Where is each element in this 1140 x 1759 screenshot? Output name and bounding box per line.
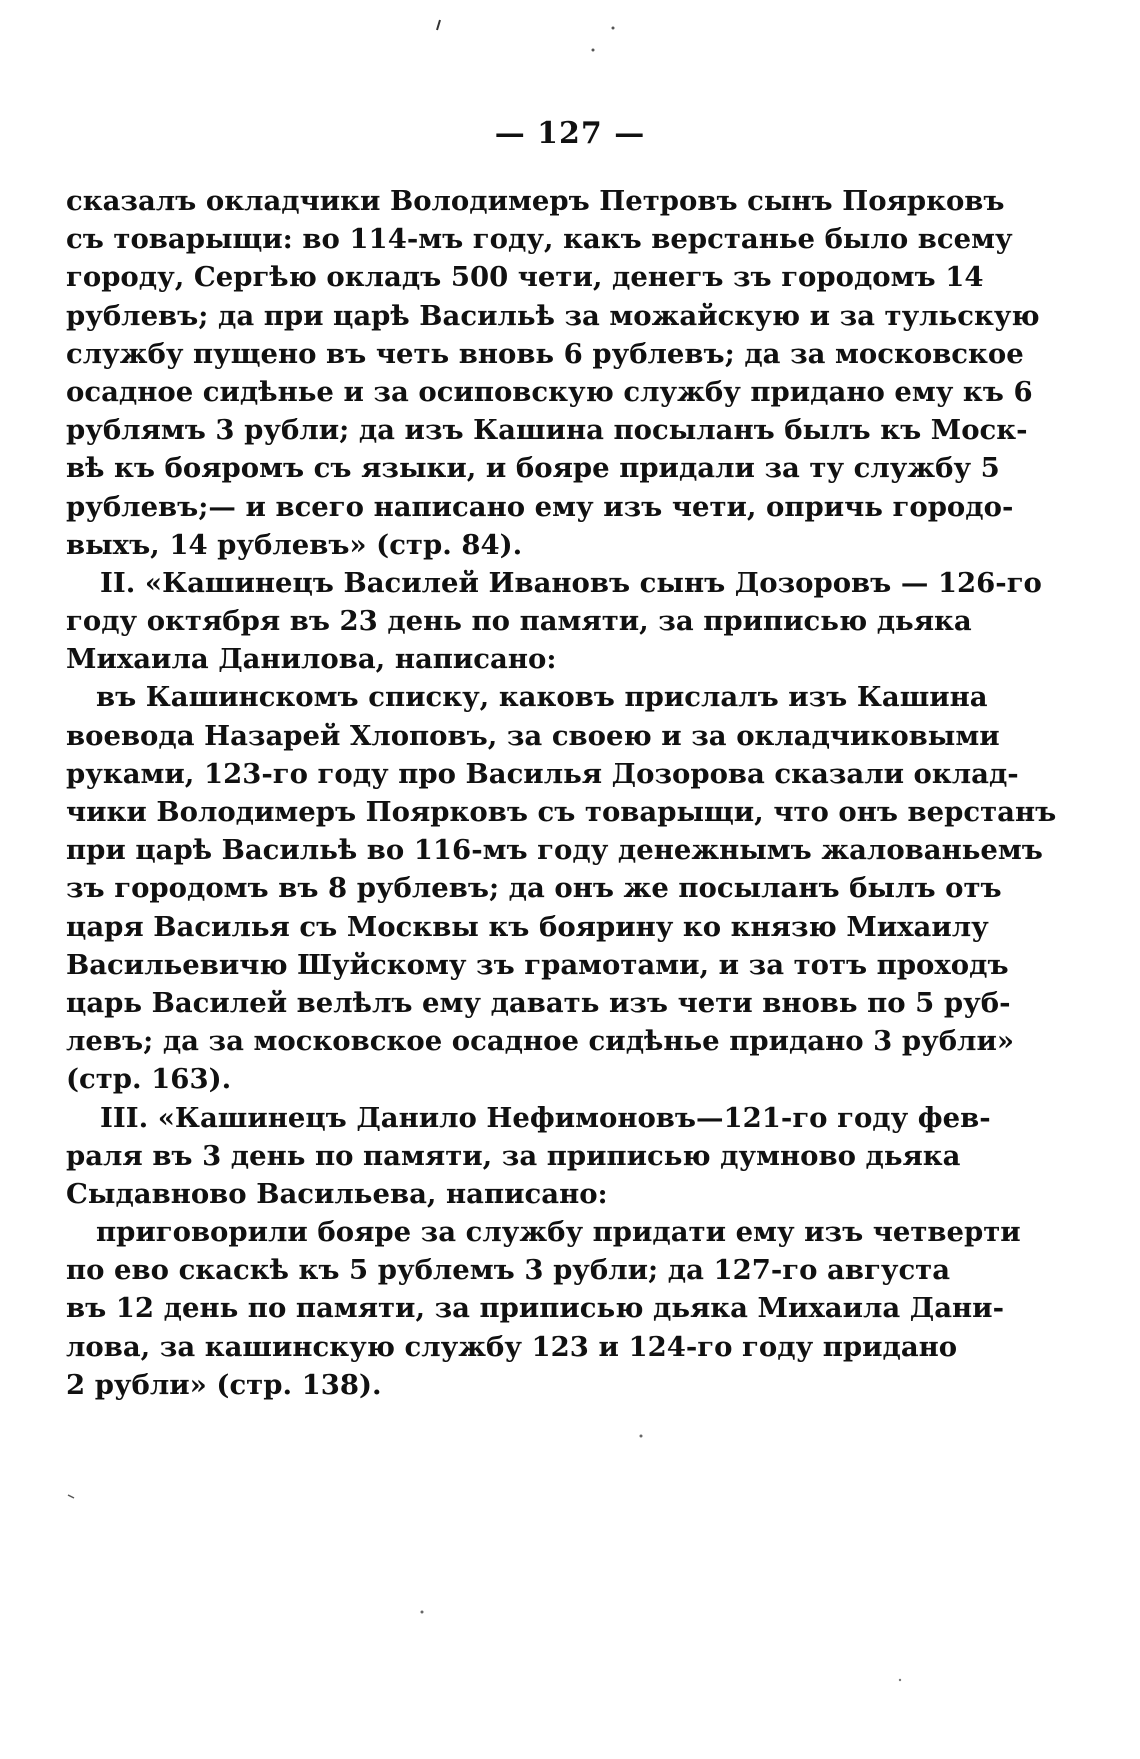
text-line: руками, 123-го году про Василья Дозорова сказали оклад- — [66, 757, 1019, 790]
scan-mark — [640, 1435, 643, 1438]
body-text — [66, 182, 1057, 1404]
text-line: въ 12 день по памяти, за приписью дьяка Михаила Дани- — [66, 1292, 1004, 1325]
section-heading-line: II. «Кашинецъ Василей Ивановъ сынъ Дозоровъ — 126-го — [100, 566, 1042, 599]
quote-line: въ Кашинскомъ списку, каковъ прислалъ изъ Кашина — [96, 681, 988, 714]
scan-mark — [68, 1495, 74, 1498]
text-line: сказалъ окладчики Володимеръ Петровъ сынъ Поярковъ — [66, 185, 1005, 217]
scan-mark — [899, 1679, 901, 1681]
text-line: чики Володимеръ Поярковъ съ товарыщи, что онъ верстанъ — [66, 796, 1057, 828]
text-line: Михаила Данилова, написано: — [66, 643, 557, 676]
scan-mark — [612, 27, 615, 30]
text-line: рублямъ 3 рубли; да изъ Кашина посыланъ былъ къ Моск- — [66, 414, 1028, 447]
text-line: городу, Сергѣю окладъ 500 чети, денегъ зъ городомъ 14 — [66, 261, 984, 294]
section-heading-line: III. «Кашинецъ Данило Нефимоновъ—121-го году фев- — [100, 1101, 991, 1134]
text-line: царя Василья съ Москвы къ боярину ко князю Михаилу — [66, 910, 989, 943]
text-line: вѣ къ бояромъ съ языки, и бояре придали за ту службу 5 — [66, 452, 1000, 485]
text-line: раля въ 3 день по памяти, за приписью думново дьяка — [66, 1139, 961, 1172]
text-line: 2 рубли» (стр. 138). — [66, 1368, 382, 1401]
text-line: лова, за кашинскую службу 123 и 124-го году придано — [66, 1330, 958, 1363]
text-line: при царѣ Васильѣ во 116-мъ году денежнымъ жалованьемъ — [66, 834, 1043, 867]
text-line: рублевъ; да при царѣ Васильѣ за можайскую и за тульскую — [66, 299, 1040, 332]
text-line: Васильевичю Шуйскому зъ грамотами, и за тотъ проходъ — [66, 948, 1009, 981]
text-line: Сыдавново Васильева, написано: — [66, 1177, 608, 1210]
scan-mark — [592, 49, 595, 52]
text-line: году октября въ 23 день по памяти, за приписью дьяка — [66, 605, 972, 638]
text-line: съ товарыщи: во 114-мъ году, какъ верстанье было всему — [66, 223, 1013, 256]
quote-line: приговорили бояре за службу придати ему изъ четверти — [96, 1216, 1021, 1249]
text-line: осадное сидѣнье и за осиповскую службу придано ему къ 6 — [66, 375, 1033, 408]
text-line: (стр. 163). — [66, 1063, 232, 1096]
text-line: выхъ, 14 рублевъ» (стр. 84). — [66, 528, 523, 561]
text-line: левъ; да за московское осадное сидѣнье придано 3 рубли» — [66, 1025, 1015, 1058]
text-line: рублевъ;— и всего написано ему изъ чети, опричь городо- — [66, 490, 1014, 523]
scan-mark — [437, 20, 440, 30]
text-line: службу пущено въ четь вновь 6 рублевъ; да за московское — [66, 337, 1024, 370]
page-number: — 127 — — [494, 116, 646, 151]
text-line: зъ городомъ въ 8 рублевъ; да онъ же посыланъ былъ отъ — [66, 872, 1002, 905]
text-line: царь Василей велѣлъ ему давать изъ чети вновь по 5 руб- — [66, 986, 1011, 1019]
text-line: воевода Назарей Хлоповъ, за своею и за окладчиковыми — [66, 719, 1000, 752]
text-line: по ево скаскѣ къ 5 рублемъ 3 рубли; да 127-го августа — [66, 1254, 951, 1287]
scan-mark — [421, 1611, 424, 1614]
